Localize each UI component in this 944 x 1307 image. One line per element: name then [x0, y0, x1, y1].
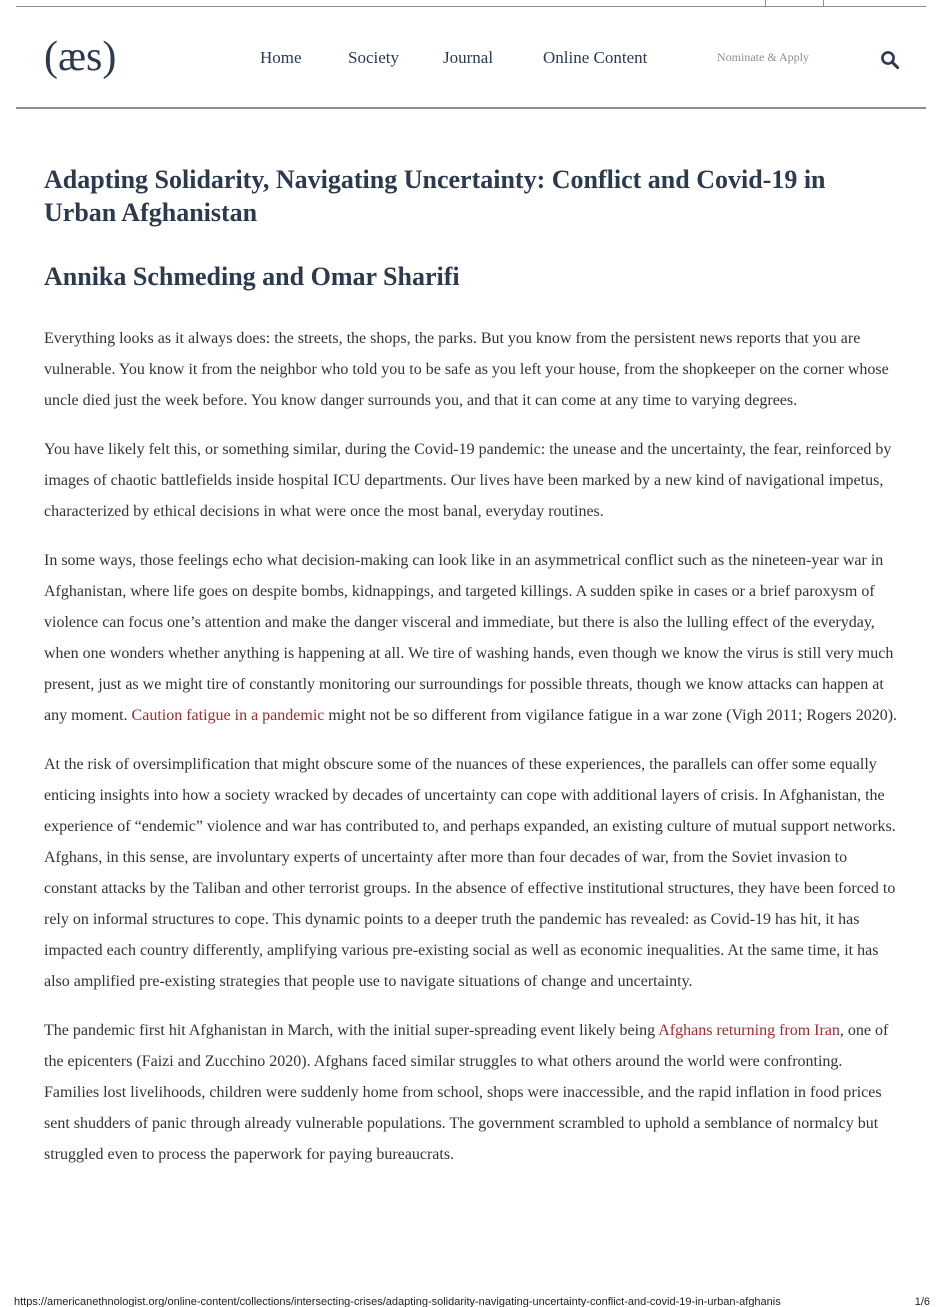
nav-journal[interactable]: Journal [443, 48, 494, 67]
top-divider-tick [823, 0, 824, 7]
paragraph-2: You have likely felt this, or something similar, during the Covid-19 pandemic: the unease and the uncertainty, the fear, reinforced by images of chaotic battlefields inside hospital ICU departments. Our lives have been marked by a new kind of navigational impetus, characterized by ethical decisions in what were once the most banal, everyday routines. [44, 441, 892, 520]
paragraph-4: At the risk of oversimplification that might obscure some of the nuances of these experiences, the parallels can offer some equally enticing insights into how a society wracked by decades of uncertainty can cope with additional layers of crisis. In Afghanistan, the experience of “endemic” violence and war has contributed to, and perhaps expanded, an existing culture of mutual support networks. Afghans, in this sense, are involuntary experts of uncertainty after more than four decades of war, from the Soviet invasion to constant attacks by the Taliban and other terrorist groups. In the absence of effective institutional structures, they have been forced to rely on informal structures to cope. This dynamic points to a deeper truth the pandemic has revealed: as Covid-19 has hit, it has impacted each country differently, amplifying various pre-existing social as well as economic inequalities. At the same time, it has also amplified pre-existing strategies that people use to navigate situations of change and uncertainty. [44, 756, 896, 990]
paragraph-3-text-a: In some ways, those feelings echo what decision-making can look like in an asymmetrical conflict such as the nineteen-year war in Afghanistan, where life goes on despite bombs, kidnappings, and targeted killings. A sudden spike in cases or a brief paroxysm of violence can focus one’s attention and make the danger visceral and immediate, but there is also the lulling effect of the everyday, when one wonders whether anything is happening at all. We tire of washing hands, even though we know the virus is still very much present, just as we might tire of constantly monitoring our surroundings for possible threats, though we know attacks can happen at any moment. [44, 552, 894, 724]
paragraph-3 [44, 545, 900, 731]
article-title: Adapting Solidarity, Navigating Uncertainty: Conflict and Covid-19 in Urban Afghanistan [44, 165, 826, 227]
site-logo[interactable]: (æs) [44, 34, 117, 80]
site-header [16, 7, 926, 109]
article-body [44, 323, 900, 1188]
print-footer [14, 1295, 930, 1307]
nav-society[interactable]: Society [348, 48, 399, 67]
article-authors: Annika Schmeding and Omar Sharifi [44, 262, 460, 291]
nav-home[interactable]: Home [260, 48, 302, 67]
search-icon[interactable] [880, 50, 900, 70]
paragraph-3-text-b: might not be so different from vigilance fatigue in a war zone (Vigh 2011; Rogers 2020). [324, 707, 898, 724]
afghans-returning-link[interactable]: Afghans returning from Iran [658, 1022, 840, 1039]
paragraph-5-text-a: The pandemic first hit Afghanistan in March, with the initial super-spreading event likely being [44, 1022, 659, 1039]
paragraph-5-text-b: , one of the epicenters (Faizi and Zucchino 2020). Afghans faced similar struggles to what others around the world were confronting. Families lost livelihoods, children were suddenly home from school, shops were inaccessible, and the rapid inflation in food prices sent shudders of panic through already vulnerable populations. The government scrambled to uphold a semblance of normalcy but struggled even to process the paperwork for paying bureaucrats. [44, 1022, 889, 1163]
top-divider-tick [765, 0, 766, 7]
caution-fatigue-link[interactable]: Caution fatigue in a pandemic [131, 707, 325, 724]
paragraph-5 [44, 1015, 900, 1170]
paragraph-1: Everything looks as it always does: the streets, the shops, the parks. But you know from the persistent news reports that you are vulnerable. You know it from the neighbor who told you to be safe as you left your house, from the shopkeeper on the corner whose uncle died just the week before. You know danger surrounds you, and that it can come at any time to varying degrees. [44, 330, 889, 409]
nominate-apply-link[interactable]: Nominate & Apply [717, 50, 809, 64]
footer-url: https://americanethnologist.org/online-content/collections/intersecting-crises/adapting-solidarity-navigating-uncertainty-conflict-and-covid-19-in-urban-afghanis [14, 1296, 781, 1307]
nav-online-content[interactable]: Online Content [543, 48, 648, 67]
footer-page-number: 1/6 [909, 1295, 930, 1307]
